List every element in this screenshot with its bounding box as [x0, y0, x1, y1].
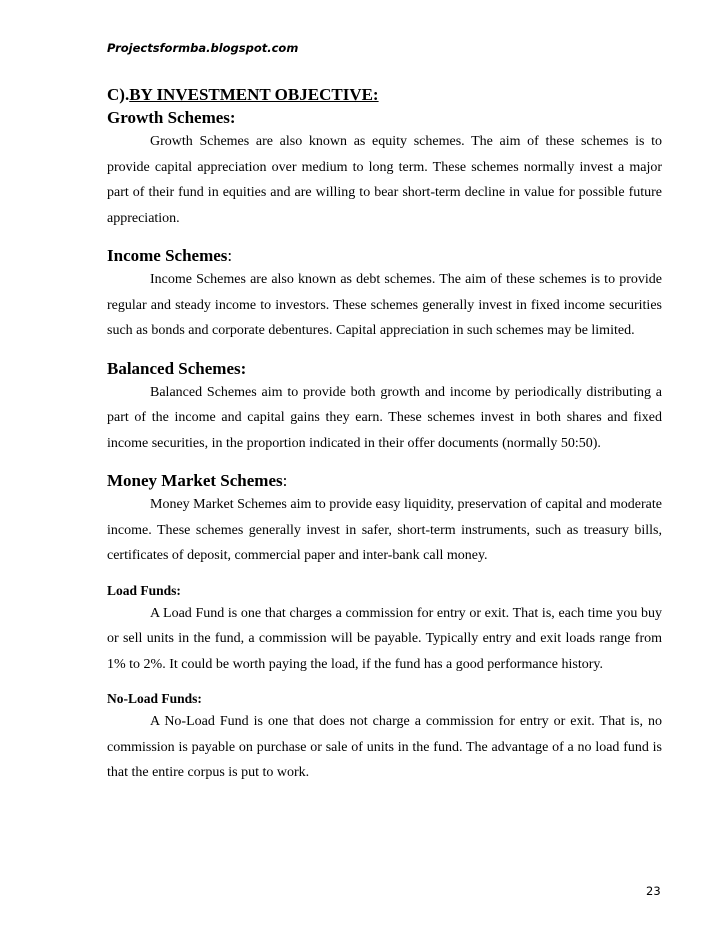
- section-heading: [107, 107, 662, 129]
- section-income-schemes: [107, 245, 662, 344]
- section-body: Income Schemes are also known as debt schemes. The aim of these schemes is to provide regular and steady income to investors. These schemes generally invest in fixed income securities such as bonds and corporate debentures. Capital appreciation in such schemes may be limited.: [107, 272, 662, 338]
- section-growth-schemes: [107, 107, 662, 231]
- main-heading-text: BY INVESTMENT OBJECTIVE:: [129, 85, 379, 104]
- section-heading-title: Money Market Schemes: [107, 471, 283, 490]
- page-content: [107, 84, 662, 786]
- section-heading: Load Funds:: [107, 582, 181, 598]
- section-heading: [107, 358, 662, 380]
- section-heading: Income Schemes:: [107, 246, 233, 265]
- section-no-load-funds: [107, 689, 662, 786]
- page-header-site: Projectsformba.blogspot.com: [107, 41, 299, 55]
- section-heading-title: Growth Schemes:: [107, 108, 236, 127]
- section-heading-title: Balanced Schemes:: [107, 358, 247, 378]
- section-heading-title: Income Schemes: [107, 246, 228, 265]
- section-money-market-schemes: [107, 470, 662, 569]
- section-body: Balanced Schemes aim to provide both growth and income by periodically distributing a part of the income and capital gains they earn. These schemes invest in both shares and fixed income securities, in the proportion indicated in their offer documents (normally 50:50).: [107, 384, 662, 451]
- section-heading: Money Market Schemes:: [107, 471, 288, 490]
- main-heading-prefix: C).: [107, 85, 130, 104]
- section-body: Growth Schemes are also known as equity schemes. The aim of these schemes is to provide capital appreciation over medium to long term. These schemes normally invest a major part of their fund in equities and are willing to bear short-term decline in value for possible future appreciation.: [107, 134, 662, 226]
- section-heading: No-Load Funds:: [107, 691, 202, 706]
- page-number: 23: [646, 884, 661, 898]
- main-heading: [107, 84, 662, 106]
- section-load-funds: [107, 581, 662, 678]
- section-body: A No-Load Fund is one that does not charge a commission for entry or exit. That is, no commission is payable on purchase or sale of units in the fund. The advantage of a no load fund is that the entire corpus is put to work.: [107, 714, 662, 780]
- section-balanced-schemes: [107, 358, 662, 457]
- section-body: A Load Fund is one that charges a commission for entry or exit. That is, each time you buy or sell units in the fund, a commission will be payable. Typically entry and exit loads range from 1% to 2%. It could be worth paying the load, if the fund has a good performance history.: [107, 605, 662, 672]
- section-body: Money Market Schemes aim to provide easy liquidity, preservation of capital and moderate income. These schemes generally invest in safer, short-term instruments, such as treasury bills, certificates of deposit, commercial paper and inter-bank call money.: [107, 497, 662, 563]
